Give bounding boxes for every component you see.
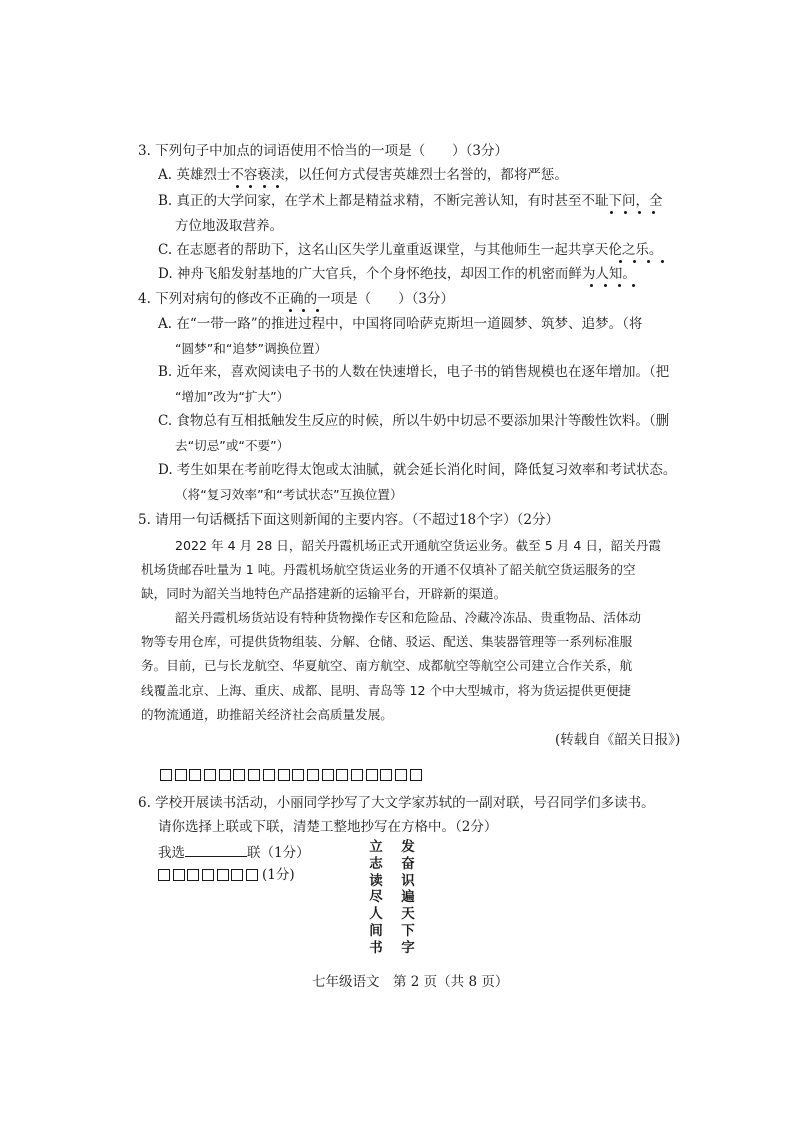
answer-box[interactable]: [202, 869, 214, 881]
answer-box[interactable]: [395, 769, 407, 781]
answer-box[interactable]: [278, 769, 290, 781]
answer-box[interactable]: [322, 769, 334, 781]
q4-option-b-line1: B. 近年来，喜欢阅读电子书的人数在快速增长，电子书的销售规模也在逐年增加。（把: [158, 364, 670, 380]
emphasis-dot: [610, 211, 613, 214]
answer-box[interactable]: [189, 769, 201, 781]
q4-option-d-line1: D. 考生如果在考前吃得太饱或太油腻，就会延长消化时间，降低复习效率和考试状态。: [158, 462, 677, 478]
answer-box[interactable]: [307, 769, 319, 781]
emphasis-dot: [619, 260, 622, 263]
emphasis-dot: [661, 260, 664, 263]
q3-option-a: A. 英雄烈士不容亵渎，以任何方式侵害英雄烈士名誉的，都将严惩。: [158, 167, 568, 183]
emphasis-dot: [624, 211, 627, 214]
q4-stem: 4. 下列对病句的修改不正确的一项是（ ）（3分）: [138, 291, 455, 307]
emphasis-dot: [633, 260, 636, 263]
emphasis-dot: [618, 284, 621, 287]
q6-stem-line1: 6. 学校开展读书活动，小丽同学抄写了大文学家苏轼的一副对联，号召同学们多读书。: [138, 795, 655, 811]
q5-news-p2-line3: 务。目前，已与长龙航空、华夏航空、南方航空、成都航空等航空公司建立合作关系，航: [141, 658, 633, 673]
answer-box[interactable]: [158, 869, 170, 881]
couplet-char: 遍: [401, 889, 415, 906]
q5-news-p2-line1: 韶关丹霞机场货站设有特种货物操作专区和危险品、冷藏冷冻品、贵重物品、活体动: [175, 610, 641, 625]
answer-box[interactable]: [204, 769, 216, 781]
couplet-char: 天: [401, 906, 415, 923]
q5-news-p1-line3: 缺，同时为韶关当地特色产品搭建新的运输平台，开辟新的渠道。: [141, 586, 507, 601]
q5-news-p2-line5: 的物流通道，助推韶关经济社会高质量发展。: [141, 707, 393, 722]
emphasis-dot: [632, 284, 635, 287]
couplet-upper-line: [368, 839, 384, 957]
emphasis-dot: [236, 185, 239, 188]
emphasis-dot: [263, 185, 266, 188]
couplet-char: 字: [401, 939, 415, 956]
couplet-char: 间: [369, 922, 383, 939]
answer-box[interactable]: [219, 769, 231, 781]
q6-answer-boxes[interactable]: [158, 869, 261, 881]
q6-stem-line2: 请你选择上联或下联，清楚工整地抄写在方格中。（2分）: [158, 819, 498, 835]
answer-box[interactable]: [187, 869, 199, 881]
q5-source: (转载自《韶关日报》): [555, 732, 681, 748]
q6-choice-blank[interactable]: [185, 843, 247, 857]
q3-stem: 3. 下列句子中加点的词语使用不恰当的一项是（ ）（3分）: [138, 143, 509, 159]
answer-box[interactable]: [351, 769, 363, 781]
answer-box[interactable]: [292, 769, 304, 781]
emphasis-dot: [302, 309, 305, 312]
q6-boxes-score: (1分): [262, 867, 295, 883]
q5-stem: 5. 请用一句话概括下面这则新闻的主要内容。（不超过18个字）（2分）: [138, 512, 559, 528]
emphasis-dot: [249, 185, 252, 188]
couplet-char: 识: [401, 872, 415, 889]
q3-option-d: D. 神舟飞船发射基地的广大官兵，个个身怀绝技，却因工作的机密而鲜为人知。: [158, 266, 636, 282]
answer-box[interactable]: [366, 769, 378, 781]
emphasis-dot: [289, 309, 292, 312]
q6-choice-prefix: 我选: [158, 845, 185, 861]
couplet-char: 下: [401, 922, 415, 939]
emphasis-dot: [604, 284, 607, 287]
emphasis-dot: [638, 211, 641, 214]
couplet-char: 尽: [369, 889, 383, 906]
answer-box[interactable]: [410, 769, 422, 781]
couplet-char: 书: [369, 939, 383, 956]
q3-option-c: C. 在志愿者的帮助下，这名山区失学儿童重返课堂，与其他师生一起共享天伦之乐。: [158, 242, 663, 258]
q4-option-a-line1: A. 在“一带一路”的推进过程中，中国将同哈萨克斯坦一道圆梦、筑梦、追梦。（将: [158, 316, 643, 332]
answer-box[interactable]: [217, 869, 229, 881]
q4-option-a-line2: “圆梦”和“追梦”调换位置）: [175, 341, 328, 356]
couplet-char: 立: [369, 839, 383, 855]
answer-box[interactable]: [336, 769, 348, 781]
answer-box[interactable]: [380, 769, 392, 781]
q4-option-c-line2: 去“切忌”或“不要”）: [175, 438, 290, 453]
q5-news-p2-line4: 线覆盖北京、上海、重庆、成都、昆明、青岛等 12 个中大型城市，将为货运提供更便捷: [141, 683, 632, 698]
q3-option-b-line2: 方位地汲取营养。: [175, 218, 283, 234]
answer-box[interactable]: [233, 769, 245, 781]
answer-box[interactable]: [246, 869, 258, 881]
couplet-lower-line: [400, 839, 416, 957]
q4-option-c-line1: C. 食物总有互相抵触发生反应的时候，所以牛奶中切忌不要添加果汁等酸性饮料。（删: [158, 413, 670, 429]
page-footer: 七年级语文 第 2 页（共 8 页）: [312, 974, 509, 990]
emphasis-dot: [316, 309, 319, 312]
q5-news-p1-line1: 2022 年 4 月 28 日，韶关丹霞机场正式开通航空货运业务。截至 5 月 4 日，韶关丹霞: [175, 538, 661, 553]
q6-choice-row: [158, 843, 310, 862]
answer-box[interactable]: [248, 769, 260, 781]
emphasis-dot: [276, 185, 279, 188]
emphasis-dot: [647, 260, 650, 263]
q5-news-p2-line2: 物等专用仓库，可提供货物组装、分解、仓储、驳运、配送、集装器管理等一系列标准服: [141, 634, 633, 649]
q5-answer-boxes[interactable]: [160, 769, 424, 781]
answer-box[interactable]: [263, 769, 275, 781]
q4-option-b-line2: “增加”改为“扩大”）: [175, 389, 290, 404]
couplet-char: 发: [401, 839, 415, 855]
answer-box[interactable]: [231, 869, 243, 881]
answer-box[interactable]: [173, 869, 185, 881]
emphasis-dot: [652, 211, 655, 214]
answer-box[interactable]: [160, 769, 172, 781]
q3-option-b-line1: B. 真正的大学问家，在学术上都是精益求精，不断完善认知，有时甚至不耻下问，全: [158, 193, 663, 209]
q4-option-d-line2: （将“复习效率”和“考试状态”互换位置）: [175, 487, 403, 502]
couplet-char: 人: [369, 906, 383, 923]
q5-news-p1-line2: 机场货邮吞吐量为 1 吨。丹霞机场航空货运业务的开通不仅填补了韶关航空货运服务的空: [141, 562, 636, 577]
couplet-char: 读: [369, 872, 383, 889]
answer-box[interactable]: [175, 769, 187, 781]
emphasis-dot: [590, 284, 593, 287]
couplet-char: 奋: [401, 855, 415, 872]
q6-choice-suffix: 联（1分）: [247, 845, 310, 861]
couplet-char: 志: [369, 855, 383, 872]
